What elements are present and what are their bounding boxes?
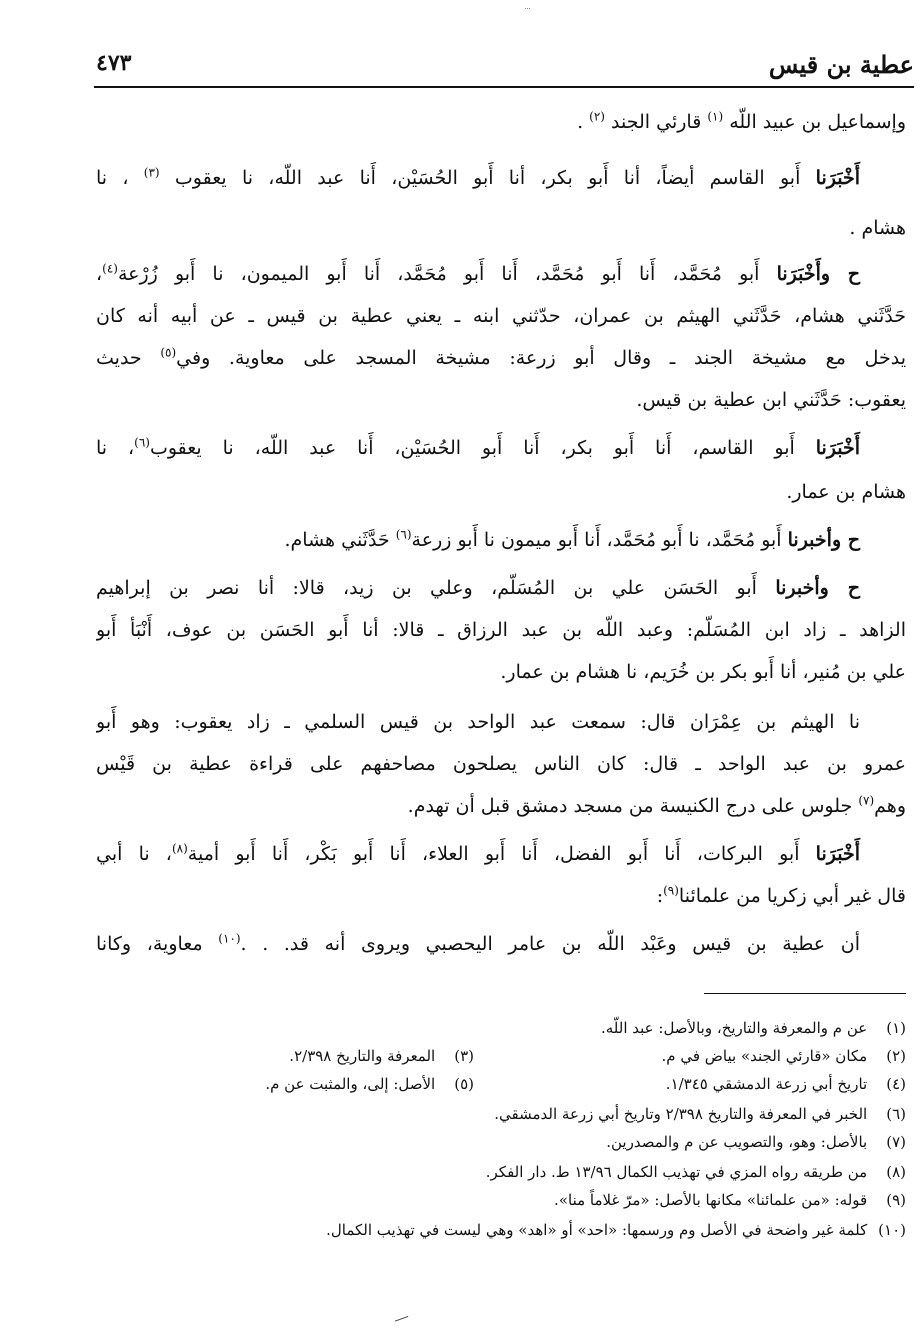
footnote-text: المعرفة والتاريخ ٢/٣٩٨. — [289, 1047, 436, 1065]
footnote-ref[interactable]: (٤) — [102, 261, 118, 276]
text-line — [96, 924, 906, 964]
footnote-ref[interactable]: (٨) — [171, 841, 188, 856]
text-span: ، نا أبي — [96, 843, 172, 865]
footnote-text: بالأصل: وهو، والتصويب عن م والمصدرين. — [606, 1133, 868, 1151]
footnote-item — [96, 1014, 906, 1042]
text-line — [96, 102, 906, 142]
footnote-ref[interactable]: (٥) — [160, 345, 177, 360]
footnote-item — [662, 1042, 907, 1070]
text-line — [96, 428, 906, 468]
text-span: وإسماعيل بن عبيد اللّه — [723, 111, 906, 133]
footnote-text: تاريخ أبي زرعة الدمشقي ١/٣٤٥. — [665, 1075, 868, 1093]
text-line: هشام بن عمار. — [786, 481, 906, 503]
footnote-item — [265, 1070, 474, 1098]
footnote-ref[interactable]: (١) — [707, 109, 724, 124]
text-span: . — [577, 111, 590, 133]
footnote-item — [96, 1128, 906, 1156]
footnote-separator — [704, 993, 906, 994]
footnote-number: (٣) — [454, 1047, 474, 1065]
footnote-text: الخبر في المعرفة والتاريخ ٢/٣٩٨ وتاريخ أبي زرعة الدمشقي. — [494, 1105, 868, 1123]
footnote-ref[interactable]: (٣) — [143, 165, 160, 180]
footnote-ref[interactable]: (٧) — [858, 793, 875, 808]
footnote-item — [96, 1100, 906, 1128]
footnote-text: مكان «قارئي الجند» بياض في م. — [661, 1047, 868, 1065]
text-line — [96, 158, 906, 198]
text-line — [96, 786, 906, 826]
text-span: وهم — [874, 795, 906, 817]
scan-speck — [525, 8, 530, 12]
footnote-ref[interactable]: (٢) — [589, 109, 605, 124]
text-span: يدخل مع مشيخة الجند ـ وقال أبو زرعة: مشيخة المسجد على معاوية. وفي — [176, 347, 906, 369]
footnote-ref[interactable]: (٩) — [663, 883, 679, 898]
text-line: علي بن مُنير، أنا أَبو بكر بن خُرَيم، نا هشام بن عمار. — [500, 661, 906, 683]
footnote-item — [289, 1042, 474, 1070]
text-span: ، نا — [96, 167, 144, 189]
text-line: حَدَّثَني هشام، حَدَّثَني الهيثم بن عمران، حدّثني ابنه ـ يعني عطية بن قيس ـ عن أبيه أنه كان — [96, 305, 906, 327]
text-line: عمرو بن عبد الواحد ـ قال: كان الناس يصلحون مصاحفهم على قراءة عطية بن قَيْس — [96, 753, 906, 775]
scan-mark — [395, 1316, 411, 1329]
text-span: أن عطية بن قيس وعَبْد اللّه بن عامر اليحصبي ويروى أنه قد. . . — [240, 933, 860, 955]
text-span: ، نا — [96, 437, 135, 459]
footnote-text: الأصل: إلى، والمثبت عن م. — [265, 1075, 436, 1093]
footnote-item — [96, 1216, 906, 1244]
text-span: أَبو البركات، أَنا أَبو الفضل، أَنا أَبو العلاء، أَنا أَبو بَكْر، أَنا أَبو أمية — [187, 843, 816, 865]
footnote-number: (٤) — [886, 1075, 906, 1093]
text-span: هشام . — [849, 217, 906, 239]
text-span: معاوية، وكانا — [96, 933, 219, 955]
text-span: أَبو الحَسَن علي بن المُسَلّم، وعلي بن زيد، قالا: أنا نصر بن إبراهيم — [96, 577, 776, 599]
footnote-number: (٥) — [454, 1075, 474, 1093]
isnad-keyword: ح وأخبرنا — [787, 529, 860, 551]
text-span: حديث — [96, 347, 161, 369]
text-span: : — [656, 885, 664, 907]
isnad-keyword: ح وأخبرنا — [775, 577, 861, 599]
text-span: حَدَّثَني هشام. — [284, 529, 396, 551]
text-line: يعقوب: حَدَّثَني ابن عطية بن قيس. — [636, 389, 906, 411]
footnote-item — [666, 1070, 906, 1098]
footnote-item — [96, 1158, 906, 1186]
text-span: أَبو مُحَمَّد، أَنا أَبو مُحَمَّد، أَنا أَبو مُحَمَّد، أَنا أَبو الميمون، نا أَبو زُرْعة — [117, 263, 777, 285]
isnad-keyword: أَخْبَرَنا — [815, 437, 861, 459]
text-span: ، — [96, 263, 103, 285]
footnote-number: (٦) — [886, 1105, 906, 1123]
text-line — [96, 520, 906, 560]
footnote-ref[interactable]: (١٠) — [218, 931, 241, 946]
footnote-text: كلمة غير واضحة في الأصل وم ورسمها: «احد» أو «اهد» وهي ليست في تهذيب الكمال. — [326, 1221, 868, 1239]
header-rule — [94, 86, 914, 88]
footnote-text: عن م والمعرفة والتاريخ، وبالأصل: عبد اللّه. — [600, 1019, 868, 1037]
text-line: الزاهد ـ زاد ابن المُسَلّم: وعبد اللّه بن عبد الرزاق ـ قالا: أنا أَبو الحَسَن بن عوف، أَنْبَأ أَبو — [96, 619, 906, 641]
footnote-number: (٩) — [886, 1191, 906, 1209]
footnote-text: من طريقه رواه المزي في تهذيب الكمال ١٣/٩٦ ط. دار الفكر. — [485, 1163, 868, 1181]
isnad-keyword: أَخْبَرَنا — [815, 167, 860, 189]
footnote-text: قوله: «من علمائنا» مكانها بالأصل: «مرّ غلاماً منا». — [554, 1191, 868, 1209]
text-span: أَبو القاسم، أَنا أَبو بكر، أَنا أَبو الحُسَيْن، أَنا عبد اللّه، نا يعقوب — [149, 437, 816, 459]
footnote-number: (٨) — [886, 1163, 906, 1181]
text-span: قارئي الجند — [604, 111, 708, 133]
isnad-keyword: أَخْبَرَنا — [815, 843, 860, 865]
text-line — [96, 568, 906, 608]
running-header-title: عطية بن قيس — [768, 50, 914, 79]
text-line — [96, 834, 906, 874]
footnote-number: (٧) — [886, 1133, 906, 1151]
text-line — [96, 254, 906, 294]
footnote-number: (١) — [886, 1019, 906, 1037]
text-span: جلوس على درج الكنيسة من مسجد دمشق قبل أن تهدم. — [407, 795, 859, 817]
text-line: نا الهيثم بن عِمْرَان قال: سمعت عبد الواحد بن قيس السلمي ـ زاد يعقوب: وهو أَبو — [96, 711, 860, 733]
footnote-ref[interactable]: (٦) — [134, 435, 150, 450]
footnote-item — [96, 1186, 906, 1214]
text-span: أَبو مُحَمَّد، نا أَبو مُحَمَّد، أَنا أَبو ميمون نا أَبو زرعة — [411, 529, 788, 551]
footnote-ref[interactable]: (٦) — [395, 527, 412, 542]
footnote-number: (١٠) — [878, 1221, 906, 1239]
page-number: ٤٧٣ — [96, 50, 132, 76]
text-span: قال غير أبي زكريا من علمائنا — [678, 885, 906, 907]
footnote-number: (٢) — [886, 1047, 906, 1065]
text-span: أَبو القاسم أيضاً، أنا أَبو بكر، أنا أَبو الحُسَيْن، أَنا عبد اللّه، نا يعقوب — [159, 167, 816, 189]
text-line — [96, 876, 906, 916]
footnote-pair — [96, 1042, 906, 1070]
text-line — [96, 338, 906, 378]
text-line — [96, 208, 906, 248]
isnad-keyword: ح وأَخْبَرَنا — [776, 263, 860, 285]
footnote-pair — [96, 1070, 906, 1098]
